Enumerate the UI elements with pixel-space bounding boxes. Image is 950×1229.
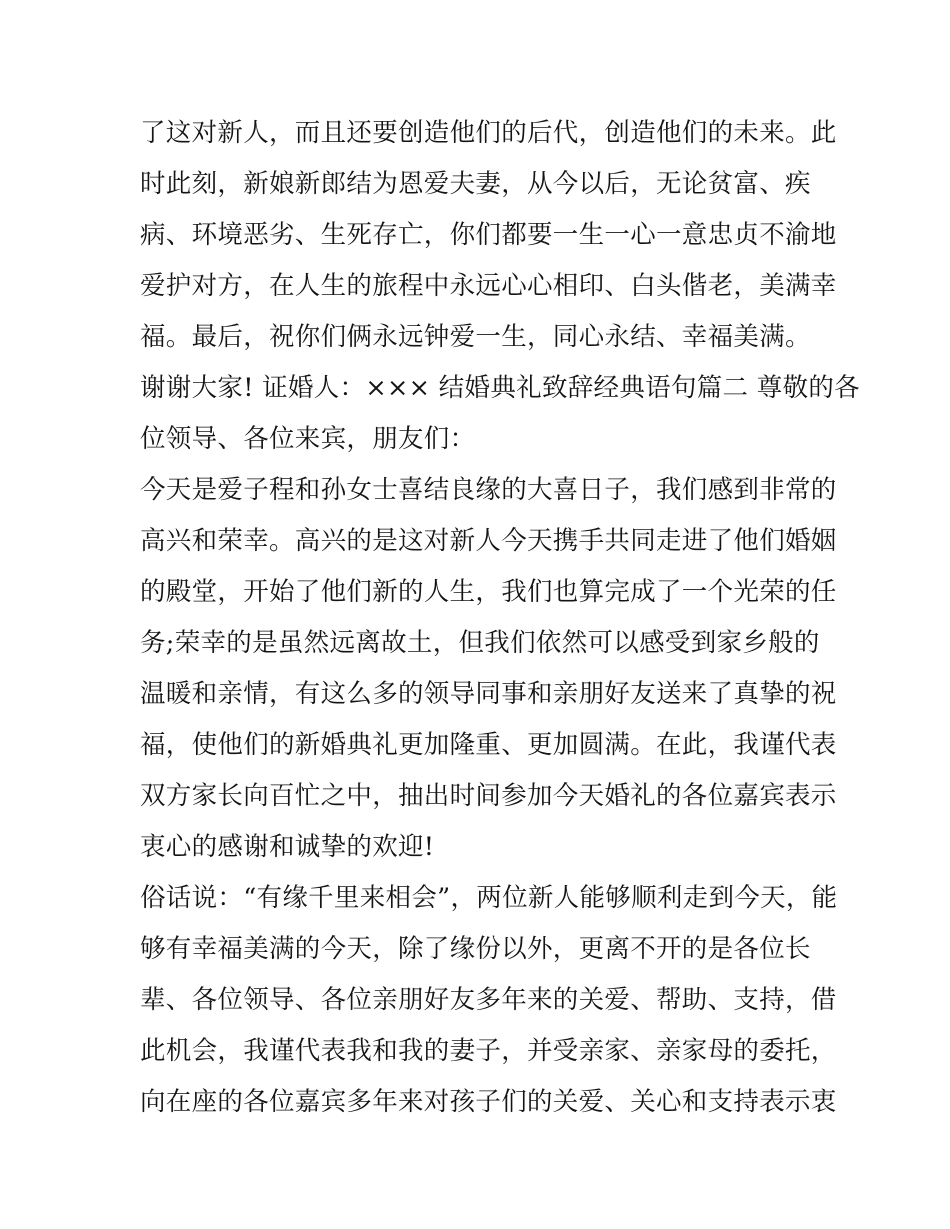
text-line: 福，使他们的新婚典礼更加隆重、更加圆满。在此，我谨代表 <box>140 730 837 760</box>
text-line: 爱护对方，在人生的旅程中永远心心相印、白头偕老，美满幸 <box>140 271 837 301</box>
text-line: 辈、各位领导、各位亲朋好友多年来的关爱、帮助、支持，借 <box>140 985 837 1015</box>
text-line: 够有幸福美满的今天，除了缘份以外，更离不开的是各位长 <box>140 934 811 964</box>
text-line: 向在座的各位嘉宾多年来对孩子们的关爱、关心和支持表示衷 <box>140 1087 837 1117</box>
text-line: 此机会，我谨代表我和我的妻子，并受亲家、亲家母的委托， <box>140 1036 837 1066</box>
text-line: 衷心的感谢和诚挚的欢迎! <box>140 832 435 862</box>
text-line: 福。最后，祝你们俩永远钟爱一生，同心永结、幸福美满。 <box>140 322 811 352</box>
text-line: 谢谢大家! 证婚人：××× 结婚典礼致辞经典语句篇二 尊敬的各 <box>140 373 860 403</box>
text-line: 双方家长向百忙之中，抽出时间参加今天婚礼的各位嘉宾表示 <box>140 781 837 811</box>
text-line: 位领导、各位来宾，朋友们： <box>140 424 476 454</box>
text-line: 高兴和荣幸。高兴的是这对新人今天携手共同走进了他们婚姻 <box>140 526 837 556</box>
text-line: 今天是爱子程和孙女士喜结良缘的大喜日子，我们感到非常的 <box>140 475 837 505</box>
text-line: 时此刻，新娘新郎结为恩爱夫妻，从今以后，无论贫富、疾 <box>140 169 811 199</box>
text-line: 温暖和亲情，有这么多的领导同事和亲朋好友送来了真挚的祝 <box>140 679 837 709</box>
text-line: 了这对新人，而且还要创造他们的后代，创造他们的未来。此 <box>140 118 837 148</box>
body-text <box>140 108 860 1128</box>
text-line: 俗话说：“有缘千里来相会”，两位新人能够顺利走到今天，能 <box>140 883 838 913</box>
text-line: 病、环境恶劣、生死存亡，你们都要一生一心一意忠贞不渝地 <box>140 220 837 250</box>
text-line: 的殿堂，开始了他们新的人生，我们也算完成了一个光荣的任 <box>140 577 837 607</box>
text-line: 务;荣幸的是虽然远离故土，但我们依然可以感受到家乡般的 <box>140 628 820 658</box>
